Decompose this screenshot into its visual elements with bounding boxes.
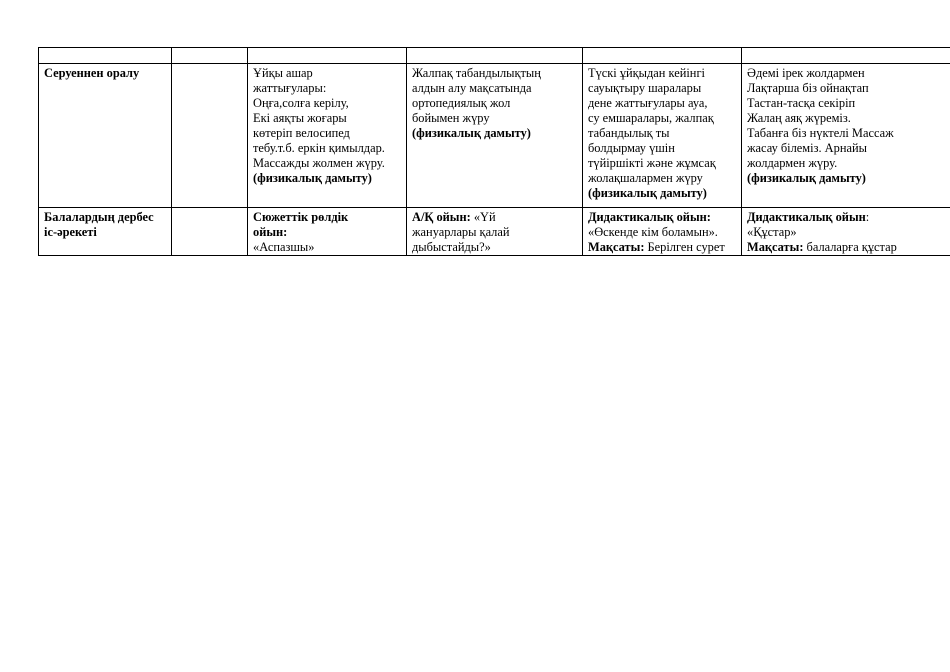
section-label-line: Балалардың дербес bbox=[44, 210, 154, 224]
cell-text-line bbox=[588, 66, 737, 81]
cell-text-line bbox=[588, 156, 737, 171]
cell-text: «Аспазшы» bbox=[253, 240, 315, 254]
cell-text-line bbox=[253, 96, 402, 111]
table-cell-empty bbox=[172, 64, 248, 208]
cell-text: су емшаралары, жалпақ bbox=[588, 111, 714, 125]
cell-text: жолдармен жүру. bbox=[747, 156, 838, 170]
table-row-independent-activity bbox=[39, 208, 950, 256]
cell-text-line bbox=[747, 240, 949, 255]
cell-text: ортопедиялық жол bbox=[412, 96, 511, 110]
activity-cell bbox=[407, 208, 583, 256]
cell-text-line bbox=[747, 66, 949, 81]
bold-text: А/Қ ойын: bbox=[412, 210, 474, 224]
cell-text-line bbox=[253, 81, 402, 96]
bold-text: (физикалық дамыту) bbox=[588, 186, 707, 200]
cell-text-line bbox=[747, 171, 949, 186]
bold-text: Мақсаты: bbox=[747, 240, 807, 254]
cell-text-line bbox=[747, 81, 949, 96]
plan-table-wrapper bbox=[38, 47, 950, 256]
cell-text-line bbox=[253, 156, 402, 171]
cell-text: дыбыстайды?» bbox=[412, 240, 491, 254]
cell-text-line bbox=[588, 210, 737, 225]
cell-text: тебу.т.б. еркін қимылдар. bbox=[253, 141, 385, 155]
section-label-independent-activity bbox=[39, 208, 172, 256]
cell-text: түйіршікті және жұмсақ bbox=[588, 156, 716, 170]
activity-cell bbox=[742, 208, 950, 256]
cell-text: Жалаң аяқ жүреміз. bbox=[747, 111, 851, 125]
cell-text-line bbox=[747, 126, 949, 141]
cell-text: Табанға біз нүктелі Массаж bbox=[747, 126, 894, 140]
cell-text: сауықтыру шаралары bbox=[588, 81, 702, 95]
cell-text-line bbox=[412, 66, 578, 81]
cell-text: алдын алу мақсатында bbox=[412, 81, 532, 95]
cell-text-line bbox=[588, 111, 737, 126]
cell-text: болдырмау үшін bbox=[588, 141, 675, 155]
cell-text-line bbox=[588, 225, 737, 240]
cell-text-line bbox=[412, 240, 578, 255]
cell-text-line bbox=[253, 66, 402, 81]
cell-text-line bbox=[253, 210, 402, 225]
cell-text: Берілген сурет bbox=[647, 240, 725, 254]
cell-text: «Өскенде кім боламын». bbox=[588, 225, 718, 239]
cell-text-line bbox=[588, 81, 737, 96]
table-row-return-from-walk bbox=[39, 64, 950, 208]
cell-text-line bbox=[253, 225, 402, 240]
table-cell-empty bbox=[248, 48, 407, 64]
cell-text: Жалпақ табандылықтың bbox=[412, 66, 541, 80]
cell-text: «Үй bbox=[473, 210, 496, 224]
cell-text: Лақтарша біз ойнақтап bbox=[747, 81, 869, 95]
bold-text: Мақсаты: bbox=[588, 240, 648, 254]
activity-cell bbox=[742, 64, 950, 208]
cell-text-line bbox=[412, 81, 578, 96]
bold-text: Дидактикалық ойын: bbox=[588, 210, 711, 224]
cell-text-line bbox=[588, 171, 737, 186]
cell-text-line bbox=[588, 141, 737, 156]
cell-text-line bbox=[412, 225, 578, 240]
cell-text: Оңға,солға керілу, bbox=[253, 96, 349, 110]
cell-text-line bbox=[747, 111, 949, 126]
activity-cell bbox=[248, 64, 407, 208]
activity-cell bbox=[583, 64, 742, 208]
cell-text: жаттығулары: bbox=[253, 81, 327, 95]
cell-text: Екі аяқты жоғары bbox=[253, 111, 347, 125]
table-row-header-continuation bbox=[39, 48, 950, 64]
cell-text-line bbox=[412, 96, 578, 111]
cell-text-line bbox=[412, 210, 578, 225]
cell-text-line bbox=[747, 210, 949, 225]
cell-text-line bbox=[253, 141, 402, 156]
cell-text-line bbox=[588, 96, 737, 111]
cell-text-line bbox=[747, 225, 949, 240]
cell-text-line bbox=[253, 171, 402, 186]
activity-cell bbox=[583, 208, 742, 256]
table-cell-empty bbox=[583, 48, 742, 64]
cell-text-line bbox=[253, 126, 402, 141]
cell-text: Тастан-тасқа секіріп bbox=[747, 96, 856, 110]
bold-text: (физикалық дамыту) bbox=[747, 171, 866, 185]
cell-text: «Құстар» bbox=[747, 225, 797, 239]
cell-text: жануарлары қалай bbox=[412, 225, 510, 239]
bold-text: (физикалық дамыту) bbox=[412, 126, 531, 140]
cell-text: балаларға құстар bbox=[806, 240, 897, 254]
plan-table bbox=[38, 47, 950, 256]
bold-text: ойын: bbox=[253, 225, 288, 239]
cell-text: жолақшалармен жүру bbox=[588, 171, 703, 185]
cell-text-line bbox=[747, 141, 949, 156]
cell-text-line bbox=[412, 111, 578, 126]
table-cell-empty bbox=[172, 48, 248, 64]
bold-text: (физикалық дамыту) bbox=[253, 171, 372, 185]
bold-text: Дидактикалық ойын bbox=[747, 210, 866, 224]
cell-text-line bbox=[412, 126, 578, 141]
table-cell-empty bbox=[172, 208, 248, 256]
cell-text: бойымен жүру bbox=[412, 111, 490, 125]
cell-text: табандылық ты bbox=[588, 126, 670, 140]
cell-text-line bbox=[588, 240, 737, 255]
cell-text-line bbox=[253, 111, 402, 126]
bold-text: Сюжеттік рөлдік bbox=[253, 210, 349, 224]
cell-text: Ұйқы ашар bbox=[253, 66, 313, 80]
cell-text-line bbox=[747, 156, 949, 171]
section-label-line: іс-әрекеті bbox=[44, 225, 97, 239]
cell-text: Түскі ұйқыдан кейінгі bbox=[588, 66, 705, 80]
cell-text-line bbox=[588, 186, 737, 201]
cell-text: Әдемі ірек жолдармен bbox=[747, 66, 865, 80]
cell-text: : bbox=[865, 210, 870, 224]
cell-text: Массажды жолмен жүру. bbox=[253, 156, 385, 170]
table-cell-empty bbox=[742, 48, 950, 64]
table-cell-empty bbox=[407, 48, 583, 64]
cell-text: жасау білеміз. Арнайы bbox=[747, 141, 867, 155]
cell-text: дене жаттығулары ауа, bbox=[588, 96, 708, 110]
cell-text-line bbox=[747, 96, 949, 111]
cell-text-line bbox=[588, 126, 737, 141]
cell-text-line bbox=[253, 240, 402, 255]
section-label-return-from-walk: Серуеннен оралу bbox=[39, 64, 172, 208]
activity-cell bbox=[407, 64, 583, 208]
cell-text: көтеріп велосипед bbox=[253, 126, 350, 140]
activity-cell bbox=[248, 208, 407, 256]
table-cell-empty bbox=[39, 48, 172, 64]
